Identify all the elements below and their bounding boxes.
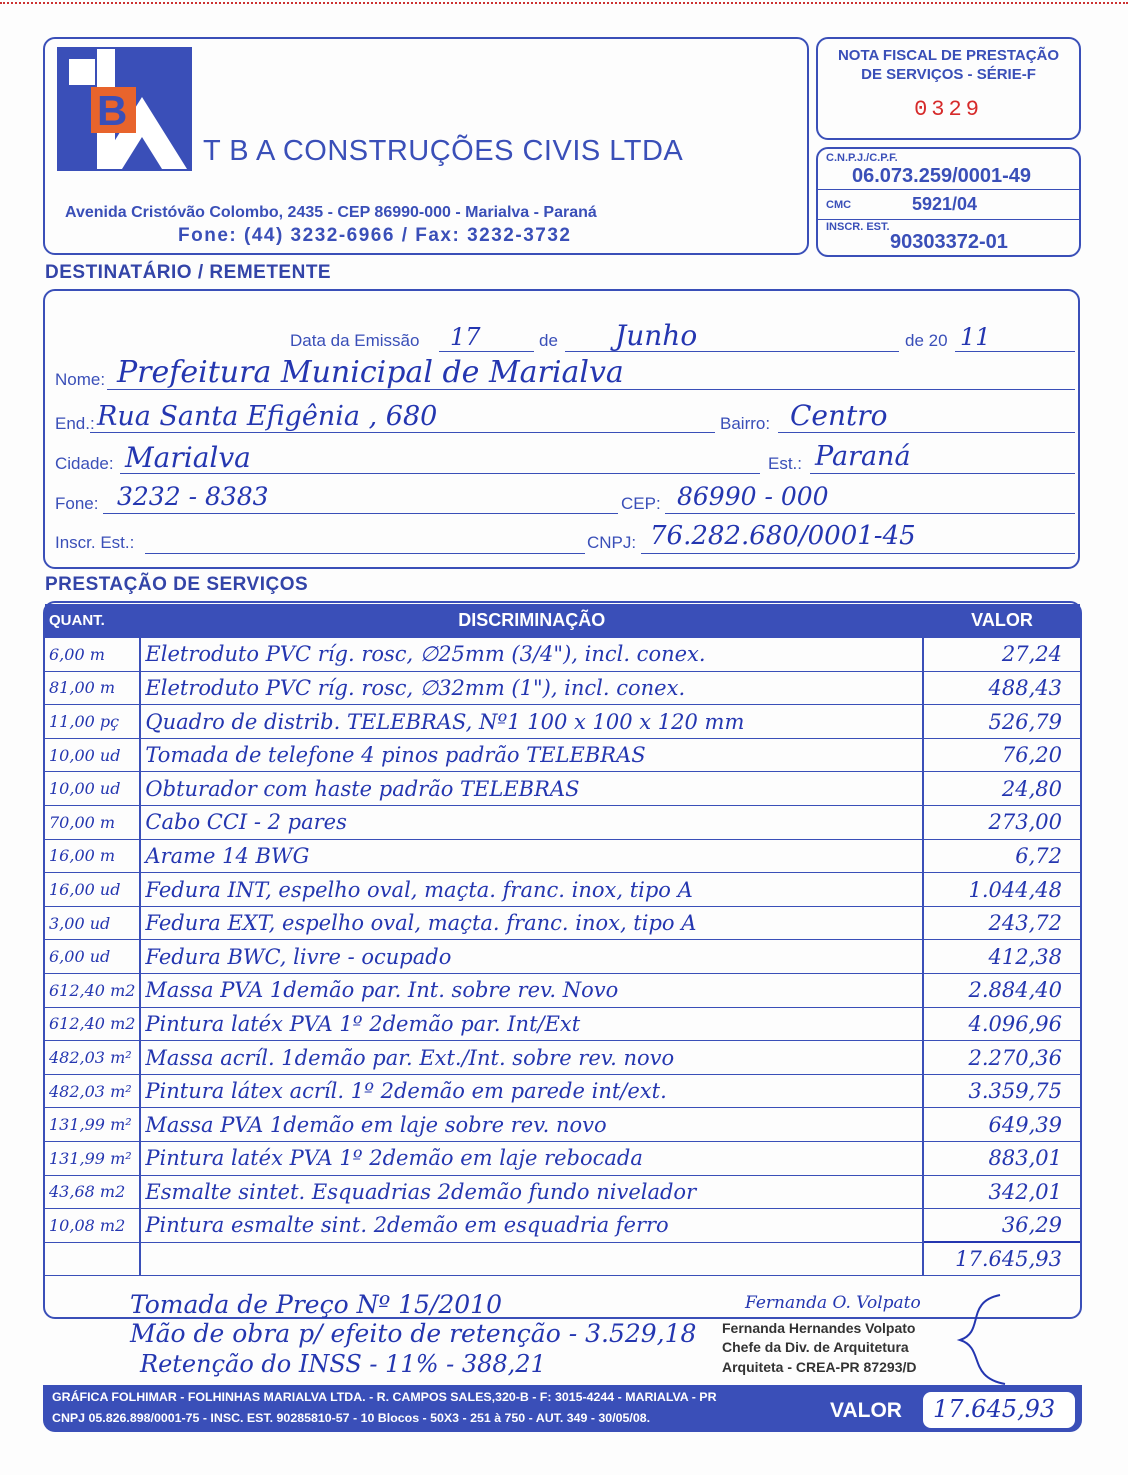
note-line3: Retenção do INSS - 11% - 388,21 <box>140 1350 546 1378</box>
company-name: T B A CONSTRUÇÕES CIVIS LTDA <box>203 135 684 167</box>
tba-logo <box>57 47 192 171</box>
cnpj-value-field: 76.282.680/0001-45 <box>650 521 916 551</box>
service-row <box>45 839 1080 873</box>
inscr-value: 90303372-01 <box>890 231 1008 253</box>
service-description <box>140 1242 923 1276</box>
service-row <box>45 806 1080 840</box>
address-label: End.: <box>55 414 95 433</box>
service-value: 412,38 <box>923 940 1080 974</box>
service-row <box>45 772 1080 806</box>
invoice-title-box <box>816 37 1081 140</box>
cnpj-value: 06.073.259/0001-49 <box>852 165 1032 187</box>
service-qty: 10,08 m2 <box>45 1209 140 1243</box>
service-description: Pintura esmalte sint. 2demão em esquadria ferro <box>140 1209 923 1243</box>
date-year: 11 <box>960 323 991 351</box>
recipient-box <box>43 289 1080 569</box>
date-day: 17 <box>450 323 481 351</box>
invoice-title-line2: DE SERVIÇOS - SÉRIE-F <box>861 66 1036 83</box>
date-de20-label: de 20 <box>905 331 948 350</box>
footer-valor-label: VALOR <box>830 1399 902 1422</box>
service-description: Pintura látex acríl. 1º 2demão em parede int/ext. <box>140 1074 923 1108</box>
city-label: Cidade: <box>55 454 114 473</box>
company-address: Avenida Cristóvão Colombo, 2435 - CEP 86990-000 - Marialva - Paraná <box>65 204 597 221</box>
services-table <box>45 604 1080 1276</box>
service-row <box>45 1209 1080 1243</box>
address-value: Rua Santa Efigênia , 680 <box>97 401 438 432</box>
service-qty: 16,00 m <box>45 839 140 873</box>
service-description: Eletroduto PVC ríg. rosc, ∅32mm (1"), incl. conex. <box>140 671 923 705</box>
date-month: Junho <box>615 319 698 352</box>
service-qty: 81,00 m <box>45 671 140 705</box>
value-header: VALOR <box>923 604 1080 638</box>
bairro-value: Centro <box>790 399 888 432</box>
service-value: 2.884,40 <box>923 974 1080 1008</box>
cep-value: 86990 - 000 <box>677 482 829 511</box>
phone-label: Fone: <box>55 494 99 513</box>
service-description: Massa PVA 1demão par. Int. sobre rev. Novo <box>140 974 923 1008</box>
service-value: 6,72 <box>923 839 1080 873</box>
services-header-row <box>45 604 1080 638</box>
name-value: Prefeitura Municipal de Marialva <box>117 355 624 390</box>
service-value: 273,00 <box>923 806 1080 840</box>
service-value: 36,29 <box>923 1209 1080 1243</box>
service-qty: 43,68 m2 <box>45 1175 140 1209</box>
service-qty: 131,99 m² <box>45 1142 140 1176</box>
service-row <box>45 906 1080 940</box>
footer-line1: GRÁFICA FOLHIMAR - FOLHINHAS MARIALVA LTDA. - R. CAMPOS SALES,320-B - F: 3015-4244 - MARIALVA - PR <box>52 1390 717 1404</box>
service-description: Fedura BWC, livre - ocupado <box>140 940 923 974</box>
service-value: 27,24 <box>923 638 1080 672</box>
svg-text:B: B <box>97 87 128 134</box>
service-qty <box>45 1242 140 1276</box>
cmc-value: 5921/04 <box>912 194 978 214</box>
service-value: 4.096,96 <box>923 1007 1080 1041</box>
service-value: 488,43 <box>923 671 1080 705</box>
service-description: Obturador com haste padrão TELEBRAS <box>140 772 923 806</box>
cmc-label: CMC <box>826 199 852 211</box>
cep-label: CEP: <box>621 494 661 513</box>
service-row <box>45 638 1080 672</box>
service-row <box>45 1074 1080 1108</box>
service-row <box>45 705 1080 739</box>
cnpj-label: C.N.P.J./C.P.F. <box>826 152 898 164</box>
service-value: 24,80 <box>923 772 1080 806</box>
service-qty: 612,40 m2 <box>45 974 140 1008</box>
services-section-title: PRESTAÇÃO DE SERVIÇOS <box>45 574 309 595</box>
service-description: Quadro de distrib. TELEBRAS, Nº1 100 x 100 x 120 mm <box>140 705 923 739</box>
service-qty: 482,03 m² <box>45 1074 140 1108</box>
phone-value: 3232 - 8383 <box>117 482 269 511</box>
stamp-line3: Arquiteta - CREA-PR 87293/D <box>722 1359 917 1375</box>
service-value: 3.359,75 <box>923 1074 1080 1108</box>
service-row <box>45 1142 1080 1176</box>
service-qty: 6,00 ud <box>45 940 140 974</box>
inscr-label-field: Inscr. Est.: <box>55 533 135 552</box>
name-label: Nome: <box>55 370 106 389</box>
service-row <box>45 940 1080 974</box>
bairro-label: Bairro: <box>720 414 771 433</box>
service-qty: 10,00 ud <box>45 738 140 772</box>
stamp-line2: Chefe da Div. de Arquitetura <box>722 1339 909 1355</box>
service-description: Esmalte sintet. Esquadrias 2demão fundo nivelador <box>140 1175 923 1209</box>
service-value: 649,39 <box>923 1108 1080 1142</box>
company-header-box <box>43 37 809 255</box>
service-description: Tomada de telefone 4 pinos padrão TELEBRAS <box>140 738 923 772</box>
service-qty: 10,00 ud <box>45 772 140 806</box>
service-qty: 16,00 ud <box>45 873 140 907</box>
date-label: Data da Emissão <box>290 331 420 350</box>
footer-valor-value: 17.645,93 <box>933 1395 1056 1423</box>
stamp-signature: Fernanda O. Volpato <box>745 1293 921 1313</box>
registration-box <box>816 147 1081 257</box>
service-description: Fedura EXT, espelho oval, maçta. franc. inox, tipo A <box>140 906 923 940</box>
service-description: Massa acríl. 1demão par. Ext./Int. sobre rev. novo <box>140 1041 923 1075</box>
service-qty: 6,00 m <box>45 638 140 672</box>
service-value: 883,01 <box>923 1142 1080 1176</box>
service-row <box>45 671 1080 705</box>
footer-line2: CNPJ 05.826.898/0001-75 - INSC. EST. 90285810-57 - 10 Blocos - 50X3 - 251 à 750 - AUT. 349 - 30/05/08. <box>52 1411 651 1425</box>
service-description: Eletroduto PVC ríg. rosc, ∅25mm (3/4"), incl. conex. <box>140 638 923 672</box>
recipient-section-title: DESTINATÁRIO / REMETENTE <box>45 262 332 283</box>
state-label: Est.: <box>768 454 803 473</box>
brace-mark <box>955 1292 1025 1387</box>
service-row <box>45 1108 1080 1142</box>
service-row <box>45 1041 1080 1075</box>
service-value: 526,79 <box>923 705 1080 739</box>
service-description: Cabo CCI - 2 pares <box>140 806 923 840</box>
note-line1: Tomada de Preço Nº 15/2010 <box>130 1290 502 1319</box>
service-value: 342,01 <box>923 1175 1080 1209</box>
service-description: Massa PVA 1demão em laje sobre rev. novo <box>140 1108 923 1142</box>
note-line2: Mão de obra p/ efeito de retenção - 3.529,18 <box>130 1319 697 1348</box>
perforation-line <box>0 2 1128 4</box>
service-row <box>45 1242 1080 1276</box>
service-value: 76,20 <box>923 738 1080 772</box>
service-qty: 131,99 m² <box>45 1108 140 1142</box>
service-qty: 482,03 m² <box>45 1041 140 1075</box>
desc-header: DISCRIMINAÇÃO <box>140 604 923 638</box>
service-qty: 70,00 m <box>45 806 140 840</box>
service-row <box>45 873 1080 907</box>
service-description: Fedura INT, espelho oval, maçta. franc. inox, tipo A <box>140 873 923 907</box>
cnpj-label-field: CNPJ: <box>587 533 637 552</box>
state-value: Paraná <box>815 441 911 472</box>
invoice-title-line1: NOTA FISCAL DE PRESTAÇÃO <box>837 47 1060 64</box>
service-value: 243,72 <box>923 906 1080 940</box>
date-de-label: de <box>539 331 558 350</box>
service-value: 17.645,93 <box>923 1242 1080 1276</box>
service-row <box>45 1007 1080 1041</box>
service-qty: 11,00 pç <box>45 705 140 739</box>
service-value: 1.044,48 <box>923 873 1080 907</box>
service-row <box>45 974 1080 1008</box>
service-qty: 3,00 ud <box>45 906 140 940</box>
invoice-number: 0329 <box>914 97 983 122</box>
inscr-label: INSCR. EST. <box>826 221 890 233</box>
service-row <box>45 1175 1080 1209</box>
stamp-line1: Fernanda Hernandes Volpato <box>722 1320 916 1336</box>
service-description: Pintura latéx PVA 1º 2demão par. Int/Ext <box>140 1007 923 1041</box>
service-description: Pintura latéx PVA 1º 2demão em laje rebocada <box>140 1142 923 1176</box>
city-value: Marialva <box>125 441 251 474</box>
qty-header: QUANT. <box>45 604 140 638</box>
company-phone: Fone: (44) 3232-6966 / Fax: 3232-3732 <box>178 225 572 246</box>
service-qty: 612,40 m2 <box>45 1007 140 1041</box>
service-value: 2.270,36 <box>923 1041 1080 1075</box>
service-row <box>45 738 1080 772</box>
service-description: Arame 14 BWG <box>140 839 923 873</box>
